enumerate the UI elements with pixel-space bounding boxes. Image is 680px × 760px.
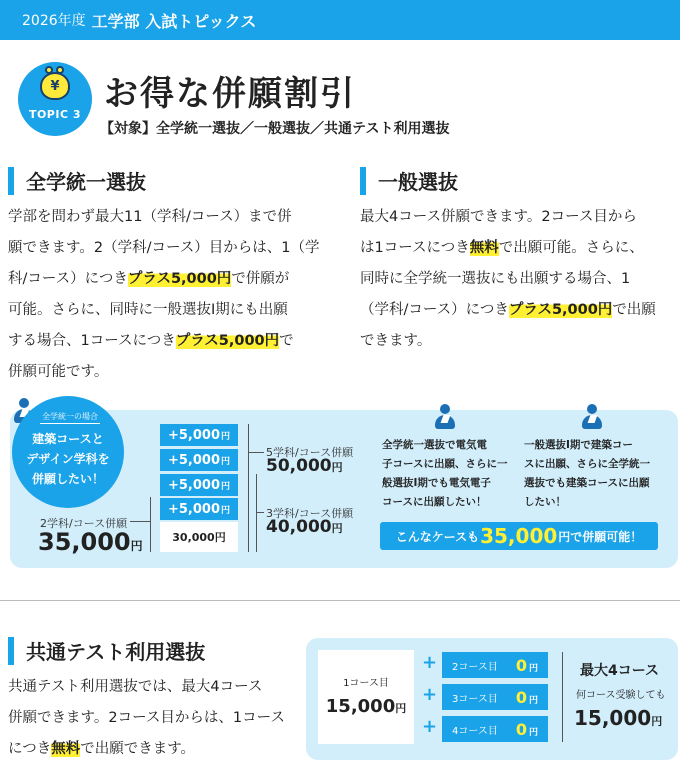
case-amount: 35,000 xyxy=(480,524,558,548)
highlight: 無料 xyxy=(469,240,499,256)
five-label: 5学科/コース併願 xyxy=(266,446,354,459)
text-line: 最大4コース併願できます。2コース目から xyxy=(360,209,637,225)
case-one-text: 全学統一選抜で電気電 子コースに出願、さらに一 般選抜Ⅰ期でも電気電子 コースに出願したい！ xyxy=(382,439,508,508)
highlight: 無料 xyxy=(51,741,81,757)
plus-fee-box: +5,000 円 xyxy=(160,474,238,496)
free-course-box: 4コース目 0 円 xyxy=(442,716,548,742)
base-amount: 35,000円 xyxy=(38,528,143,556)
topic-badge xyxy=(18,62,92,136)
free-course-box: 3コース目 0 円 xyxy=(442,684,548,710)
max-course-amount: 15,000円 xyxy=(574,706,663,730)
section-divider xyxy=(0,600,680,601)
header-year: 2026年度 xyxy=(22,13,86,29)
bracket-three xyxy=(256,474,257,552)
heading-text: 一般選抜 xyxy=(378,170,458,194)
first-course-amount: 15,000円 xyxy=(325,696,407,717)
bubble-tag: 全学統一の場合 xyxy=(40,410,100,424)
free-course-box: 2コース目 0 円 xyxy=(442,652,548,678)
section-heading-unified xyxy=(8,166,146,195)
base-label: 2学科/コース併願 xyxy=(40,517,128,530)
header-bar xyxy=(0,0,680,40)
plus-icon: + xyxy=(422,652,438,673)
bubble-line: 併願したい！ xyxy=(31,472,104,486)
section-heading-common-test xyxy=(8,636,205,665)
first-course-box xyxy=(318,650,414,744)
plus-fee-box: +5,000 円 xyxy=(160,424,238,446)
text-line: 併願できます。2コース目からは、1コース xyxy=(8,710,285,726)
highlight: プラス5,000円 xyxy=(127,271,232,287)
coin-purse-icon xyxy=(40,72,70,100)
text-line: する場合、1コースにつきプラス5,000円で xyxy=(8,333,294,349)
student-icon xyxy=(580,404,604,430)
student-icon xyxy=(433,404,457,430)
heading-bar xyxy=(8,637,14,665)
highlight: プラス5,000円 xyxy=(175,333,280,349)
bubble-line: デザイン学科を xyxy=(26,452,110,466)
bracket-left xyxy=(150,497,151,552)
plus-icon: + xyxy=(422,716,438,737)
page-title: お得な併願割引 xyxy=(104,74,356,114)
text-line: 科/コース）につきプラス5,000円で併願が xyxy=(8,271,290,287)
connector-line xyxy=(256,512,264,513)
first-course-label: 1コース目 xyxy=(343,678,389,689)
base-fee-box: 30,000円 xyxy=(160,522,238,552)
heading-bar xyxy=(8,167,14,195)
bracket-right xyxy=(562,652,563,742)
max-course-subtitle: 何コース受験しても xyxy=(576,690,666,701)
three-label: 3学科/コース併願 xyxy=(266,507,354,520)
text-line: につき無料で出願できます。 xyxy=(8,741,196,757)
five-amount: 50,000円 xyxy=(266,456,343,476)
highlight: プラス5,000円 xyxy=(508,302,613,318)
heading-text: 全学統一選抜 xyxy=(26,170,146,194)
plus-fee-box: +5,000 円 xyxy=(160,449,238,471)
case-result-banner: こんなケースも 35,000 円で併願可能！ xyxy=(380,522,658,550)
unified-description xyxy=(8,202,338,388)
text-line: （学科/コース）につきプラス5,000円で出願 xyxy=(360,302,656,318)
heading-text: 共通テスト利用選抜 xyxy=(26,640,206,664)
target-line: 【対象】全学統一選抜／一般選抜／共通テスト利用選抜 xyxy=(100,121,450,137)
text-line: 共通テスト利用選抜では、最大4コース xyxy=(8,679,263,695)
text-line: 同時に全学統一選抜にも出願する場合、1 xyxy=(360,271,631,287)
plus-icon: + xyxy=(422,684,438,705)
topic-label: TOPIC 3 xyxy=(28,108,82,121)
connector-line xyxy=(248,452,264,453)
connector-line xyxy=(130,521,150,522)
case-two-text: 一般選抜Ⅰ期で建築コー スに出願、さらに全学統一 選抜でも建築コースに出願 したい！ xyxy=(524,439,650,508)
common-test-description xyxy=(8,672,304,760)
text-line: 学部を問わず最大11（学科/コース）まで併 xyxy=(8,209,292,225)
text-line: 願できます。2（学科/コース）目からは、1（学 xyxy=(8,240,320,256)
max-course-title: 最大4コース xyxy=(580,663,660,679)
yen-symbol: ¥ xyxy=(50,79,60,94)
heading-bar xyxy=(360,167,366,195)
plus-fee-box: +5,000 円 xyxy=(160,498,238,520)
text-line: 併願可能です。 xyxy=(8,364,109,380)
text-line: できます。 xyxy=(360,333,432,349)
general-description xyxy=(360,202,678,357)
text-line: は1コースにつき無料で出願可能。さらに、 xyxy=(360,240,644,256)
bubble-line: 建築コースと xyxy=(32,432,104,446)
header-title: 工学部 入試トピックス xyxy=(91,11,257,31)
speech-bubble xyxy=(12,396,124,508)
three-amount: 40,000円 xyxy=(266,517,343,537)
section-heading-general xyxy=(360,166,458,195)
bracket-five xyxy=(248,424,249,552)
text-line: 可能。さらに、同時に一般選抜Ⅰ期にも出願 xyxy=(8,302,288,318)
